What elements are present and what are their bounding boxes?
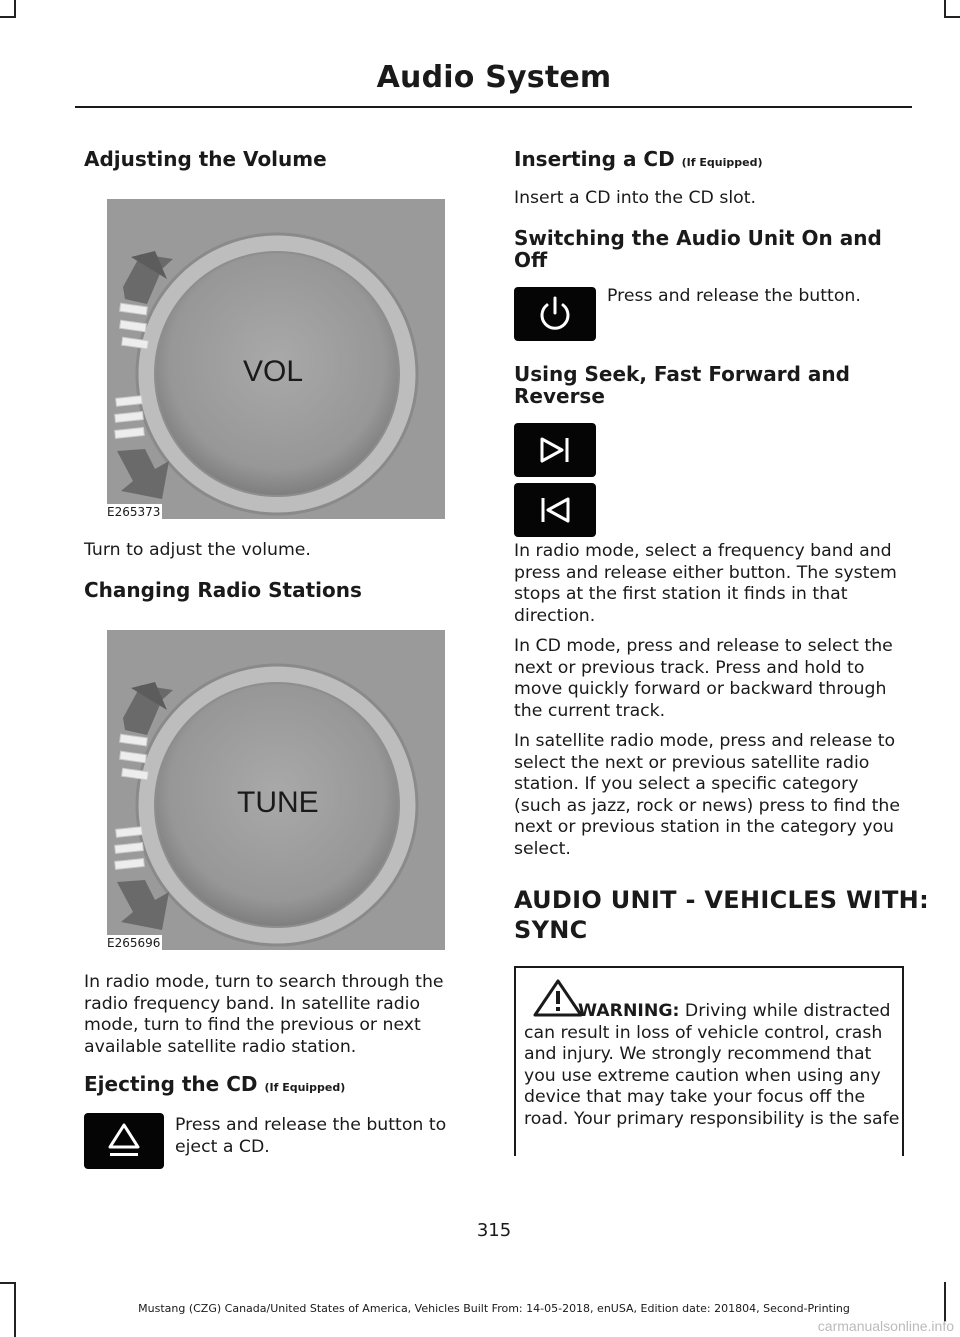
- figure-code: E265696: [107, 936, 161, 950]
- page-title: Audio System: [376, 60, 612, 95]
- seek-heading: Using Seek, Fast Forward and Reverse: [514, 362, 850, 408]
- seek-forward-icon: [514, 423, 596, 477]
- if-equipped-note: (If Equipped): [681, 156, 763, 169]
- figure-code: E265373: [107, 505, 161, 519]
- seek-backward-button-illustration: [514, 483, 596, 537]
- vol-label: VOL: [243, 355, 304, 388]
- eject-icon: [84, 1113, 164, 1169]
- seek-forward-button-illustration: [514, 423, 596, 477]
- crop-mark: [0, 16, 16, 18]
- warning-text: [524, 1001, 904, 1130]
- eject-heading: [84, 1073, 345, 1099]
- tune-knob-figure: [107, 630, 445, 950]
- eject-text: Press and release the button to eject a CD.: [175, 1115, 447, 1157]
- power-text: Press and release the button.: [607, 286, 861, 306]
- insert-text: Insert a CD into the CD slot.: [514, 188, 756, 208]
- edition-footer: Mustang (CZG) Canada/United States of America, Vehicles Built From: 14-05-2018, enUSA, Edition date: 201804, Second-Printing: [138, 1302, 850, 1315]
- sync-heading-line1: AUDIO UNIT - VEHICLES WITH:: [514, 886, 929, 914]
- eject-heading-text: Ejecting the CD: [84, 1072, 258, 1096]
- seek-description: [514, 541, 909, 869]
- crop-mark: [0, 1282, 16, 1284]
- warning-body: Driving while distracted can result in loss of vehicle control, crash and injury. We strongly recommend that you use extreme caution when using any device that may take your focus off the road. Your primary responsibility is the safe: [524, 1001, 900, 1129]
- power-heading: Switching the Audio Unit On and Off: [514, 226, 882, 272]
- warning-label: WARNING:: [578, 1001, 680, 1021]
- seek-paragraph-cd: In CD mode, press and release to select the next or previous track. Press and hold to move quickly forward or backward through the current track.: [514, 636, 893, 721]
- warning-box: [514, 966, 904, 1156]
- radio-heading: Changing Radio Stations: [84, 578, 362, 602]
- insert-heading: [514, 148, 763, 174]
- seek-paragraph-radio: In radio mode, select a frequency band and press and release either button. The system stops at the first station it finds in that direction.: [514, 541, 897, 626]
- crop-mark: [944, 16, 960, 18]
- watermark: carmanualsonline.info: [817, 1318, 954, 1334]
- seek-backward-icon: [514, 483, 596, 537]
- volume-heading: Adjusting the Volume: [84, 147, 327, 171]
- if-equipped-note: (If Equipped): [264, 1081, 346, 1094]
- power-button-illustration: [514, 287, 596, 341]
- volume-knob-figure: [107, 199, 445, 519]
- header-divider: [75, 106, 912, 108]
- eject-button-illustration: [84, 1113, 164, 1169]
- insert-heading-text: Inserting a CD: [514, 147, 675, 171]
- tune-label: TUNE: [237, 786, 319, 819]
- power-icon: [514, 287, 596, 341]
- radio-text: In radio mode, turn to search through the radio frequency band. In satellite radio mode, turn to find the previous or next available satellite radio station.: [84, 972, 444, 1057]
- volume-text: Turn to adjust the volume.: [84, 540, 311, 560]
- seek-paragraph-satellite: In satellite radio mode, press and release to select the next or previous satellite radio station. If you select a specific category (such as jazz, rock or news) press to find the next or previous station in the category you select.: [514, 731, 901, 859]
- page-number: 315: [476, 1220, 512, 1241]
- sync-heading-line2: SYNC: [514, 916, 588, 944]
